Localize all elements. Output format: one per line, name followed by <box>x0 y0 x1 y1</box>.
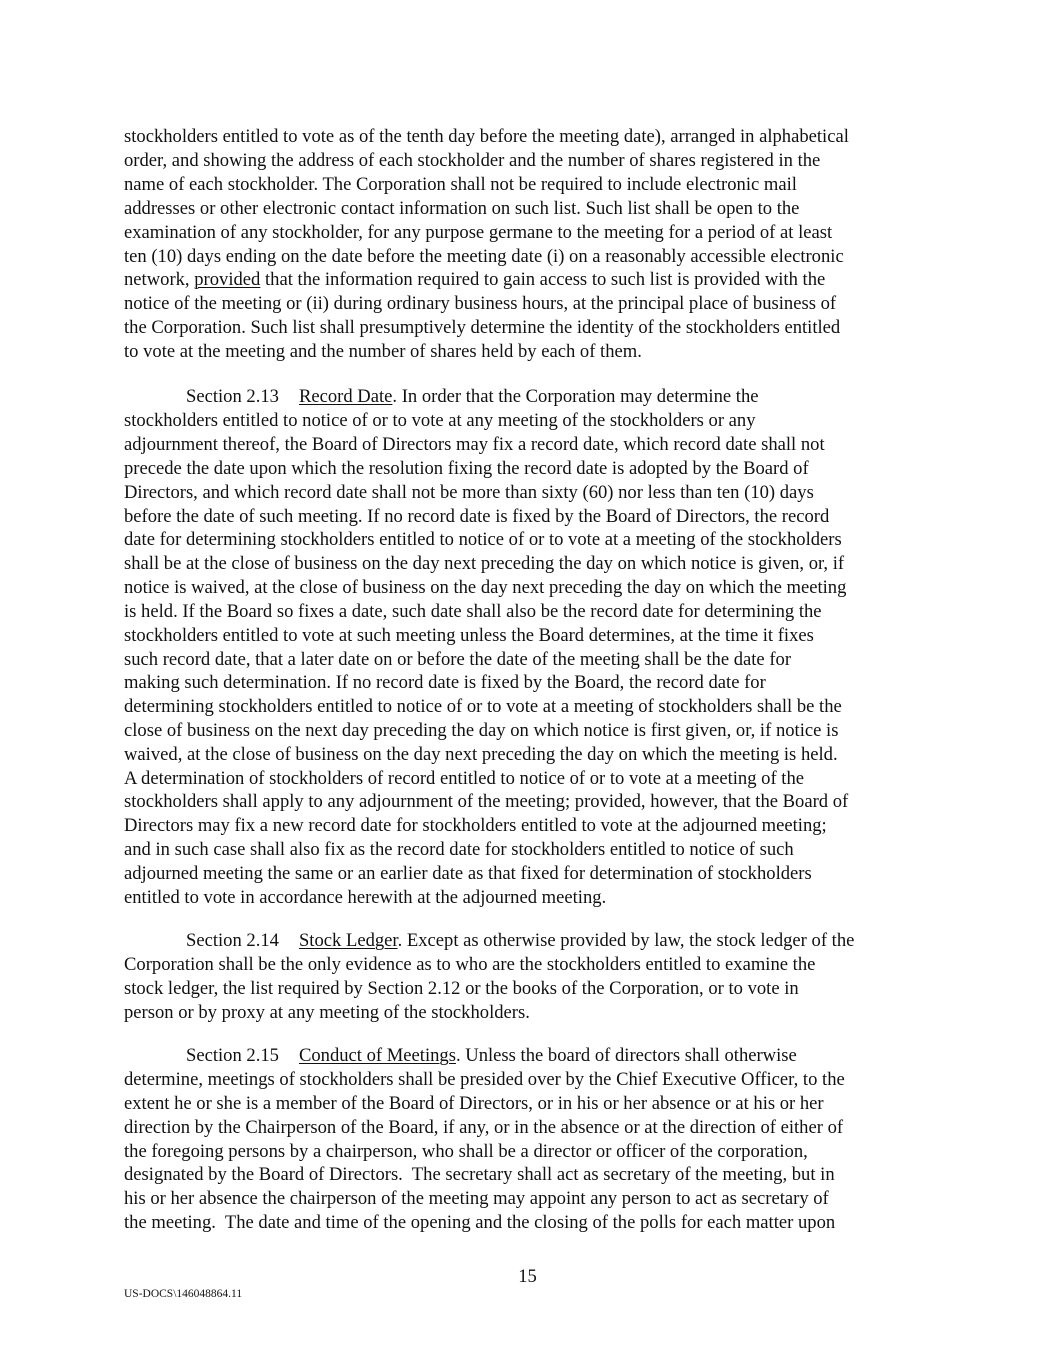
section-title: Record Date <box>298 386 393 407</box>
text-line: shall be at the close of business on the day next preceding the day on which notice is given, or, if <box>124 553 845 574</box>
section-heading-line <box>186 929 854 953</box>
text-fragment: . Except as otherwise provided by law, the stock ledger of the <box>397 930 855 951</box>
text-line: notice of the meeting or (ii) during ordinary business hours, at the principal place of business of <box>124 293 837 314</box>
text-line: entitled to vote in accordance herewith at the adjourned meeting. <box>124 887 607 908</box>
text-line: and in such case shall also fix as the record date for stockholders entitled to notice of such <box>124 839 794 860</box>
text-line <box>124 268 825 292</box>
text-fragment: . In order that the Corporation may determine the <box>392 386 759 407</box>
section-number: Section 2.15 <box>186 1045 279 1066</box>
text-line: date for determining stockholders entitled to notice of or to vote at a meeting of the stockholders <box>124 529 842 550</box>
text-line: A determination of stockholders of record entitled to notice of or to vote at a meeting of the <box>124 768 805 789</box>
text-line: close of business on the next day preceding the day on which notice is first given, or, if notice is <box>124 720 839 741</box>
text-line: stockholders entitled to notice of or to vote at any meeting of the stockholders or any <box>124 410 756 431</box>
text-line: is held. If the Board so fixes a date, such date shall also be the record date for determining the <box>124 601 822 622</box>
text-line: determine, meetings of stockholders shall be presided over by the Chief Executive Officer, to the <box>124 1069 845 1090</box>
text-line: adjourned meeting the same or an earlier date as that fixed for determination of stockholders <box>124 863 812 884</box>
text-line: Directors, and which record date shall not be more than sixty (60) nor less than ten (10) days <box>124 482 814 503</box>
text-line: ten (10) days ending on the date before the meeting date (i) on a reasonably accessible electronic <box>124 246 844 267</box>
text-line: before the date of such meeting. If no record date is fixed by the Board of Directors, the record <box>124 506 830 527</box>
text-line: the meeting. The date and time of the opening and the closing of the polls for each matter upon <box>124 1212 836 1233</box>
text-line: his or her absence the chairperson of the meeting may appoint any person to act as secretary of <box>124 1188 829 1209</box>
text-fragment: . Unless the board of directors shall otherwise <box>455 1045 797 1066</box>
text-line: the foregoing persons by a chairperson, who shall be a director or officer of the corporation, <box>124 1141 808 1162</box>
text-line: extent he or she is a member of the Board of Directors, or in his or her absence or at his or her <box>124 1093 824 1114</box>
page-number: 15 <box>518 1266 537 1287</box>
section-title: Conduct of Meetings <box>298 1045 456 1066</box>
text-line: person or by proxy at any meeting of the stockholders. <box>124 1002 530 1023</box>
text-line: Corporation shall be the only evidence as to who are the stockholders entitled to examine the <box>124 954 816 975</box>
text-fragment: that the information required to gain access to such list is provided with the <box>260 269 826 290</box>
text-line: stock ledger, the list required by Section 2.12 or the books of the Corporation, or to vote in <box>124 978 799 999</box>
section-heading-line <box>186 1044 797 1068</box>
text-line: precede the date upon which the resolution fixing the record date is adopted by the Board of <box>124 458 809 479</box>
section-number: Section 2.14 <box>186 930 279 951</box>
text-line: addresses or other electronic contact information on such list. Such list shall be open to the <box>124 198 800 219</box>
text-line: determining stockholders entitled to notice of or to vote at a meeting of stockholders shall be the <box>124 696 842 717</box>
text-line: examination of any stockholder, for any purpose germane to the meeting for a period of at least <box>124 222 833 243</box>
text-line: notice is waived, at the close of business on the day next preceding the day on which the meeting <box>124 577 847 598</box>
text-line: waived, at the close of business on the day next preceding the day on which the meeting is held. <box>124 744 838 765</box>
text-line: order, and showing the address of each stockholder and the number of shares registered in the <box>124 150 821 171</box>
section-title: Stock Ledger <box>298 930 398 951</box>
text-line: the Corporation. Such list shall presumptively determine the identity of the stockholders entitled <box>124 317 841 338</box>
text-line: stockholders entitled to vote at such meeting unless the Board determines, at the time it fixes <box>124 625 814 646</box>
section-heading-line <box>186 385 759 409</box>
text-line: such record date, that a later date on or before the date of the meeting shall be the date for <box>124 649 792 670</box>
document-id: US-DOCS\146048864.11 <box>124 1288 243 1300</box>
text-line: designated by the Board of Directors. The secretary shall act as secretary of the meeting, but in <box>124 1164 835 1185</box>
text-line: to vote at the meeting and the number of shares held by each of them. <box>124 341 642 362</box>
text-line: direction by the Chairperson of the Board, if any, or in the absence or at the direction of either of <box>124 1117 844 1138</box>
text-line: name of each stockholder. The Corporation shall not be required to include electronic mail <box>124 174 797 195</box>
section-number: Section 2.13 <box>186 386 279 407</box>
text-line: stockholders entitled to vote as of the tenth day before the meeting date), arranged in alphabetical <box>124 126 849 147</box>
text-line: stockholders shall apply to any adjournment of the meeting; provided, however, that the Board of <box>124 791 849 812</box>
text-line: Directors may fix a new record date for stockholders entitled to vote at the adjourned meeting; <box>124 815 827 836</box>
text-line: making such determination. If no record date is fixed by the Board, the record date for <box>124 672 766 693</box>
text-line: adjournment thereof, the Board of Directors may fix a record date, which record date shall not <box>124 434 825 455</box>
provided-term: provided <box>194 269 261 290</box>
text-fragment: network, <box>124 269 195 290</box>
